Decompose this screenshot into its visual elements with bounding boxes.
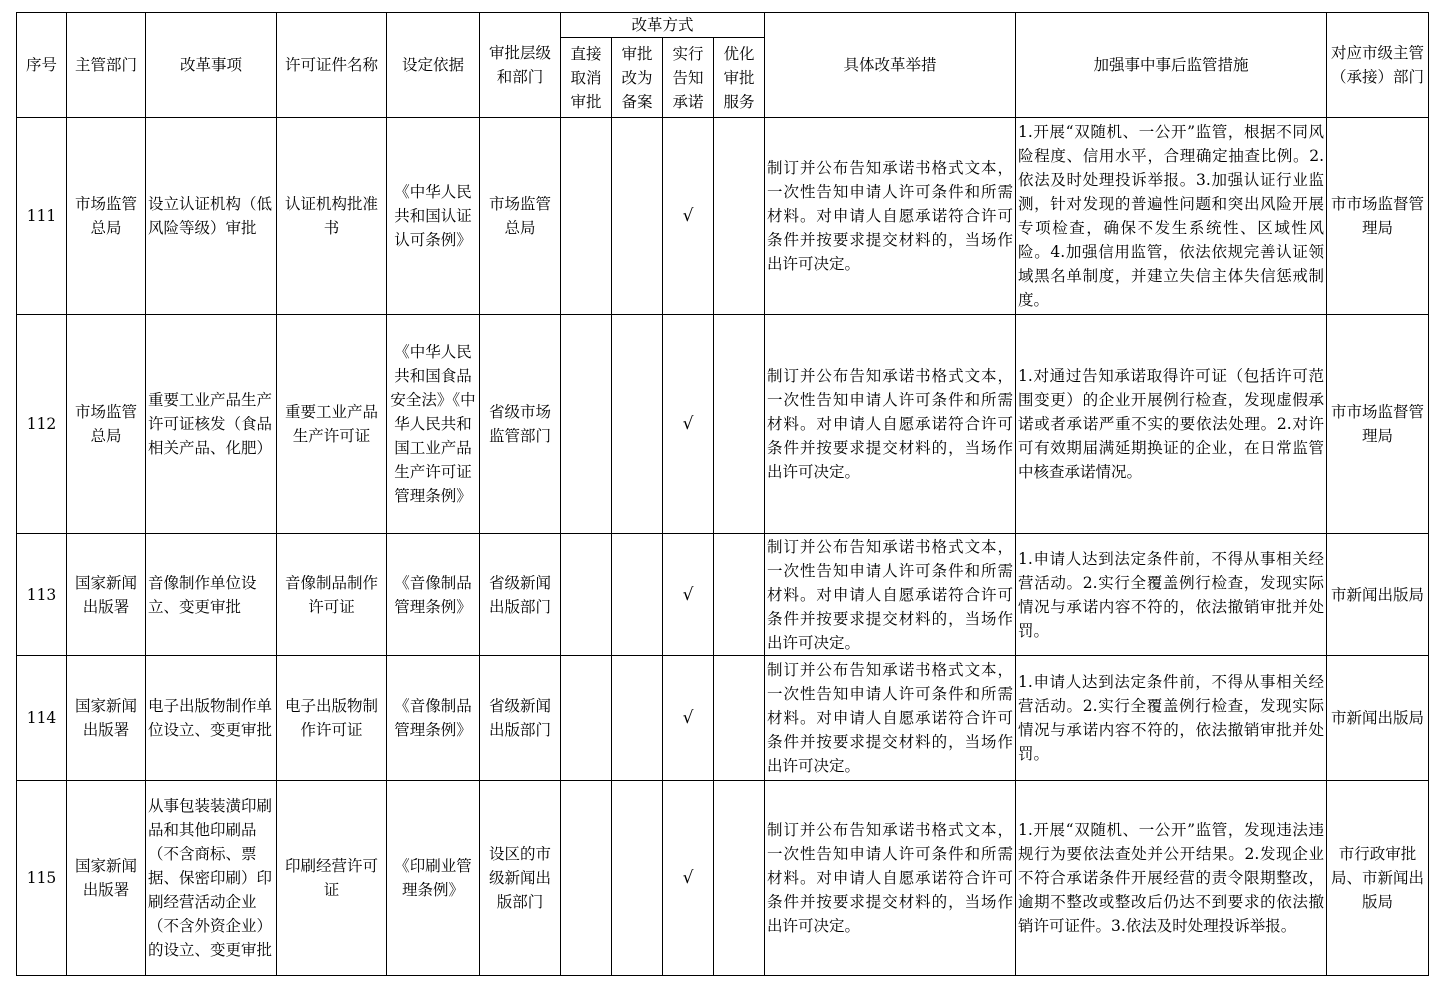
- header-mode-cancel: 直接取消审批: [561, 38, 612, 118]
- cell-supervision: 1.对通过告知承诺取得许可证（包括许可范围变更）的企业开展例行检查，发现虚假承诺或者承诺严重不实的要依法处理。2.对许可有效期届满延期换证的企业，在日常监管中核查承诺情况。: [1016, 315, 1327, 534]
- cell-dept: 国家新闻出版署: [67, 781, 146, 976]
- cell-seq: 112: [17, 315, 67, 534]
- header-city-dept: 对应市级主管（承接）部门: [1327, 13, 1429, 118]
- cell-license: 重要工业产品生产许可证: [277, 315, 387, 534]
- cell-seq: 115: [17, 781, 67, 976]
- cell-mode-cancel: [561, 118, 612, 315]
- cell-measures: 制订并公布告知承诺书格式文本，一次性告知申请人许可条件和所需材料。对申请人自愿承诺符合许可条件并按要求提交材料的，当场作出许可决定。: [765, 315, 1016, 534]
- cell-supervision: 1.申请人达到法定条件前，不得从事相关经营活动。2.实行全覆盖例行检查，发现实际情况与承诺内容不符的，依法撤销审批并处罚。: [1016, 534, 1327, 656]
- header-mode-promise: 实行告知承诺: [663, 38, 714, 118]
- cell-dept: 国家新闻出版署: [67, 656, 146, 781]
- cell-measures: 制订并公布告知承诺书格式文本，一次性告知申请人许可条件和所需材料。对申请人自愿承诺符合许可条件并按要求提交材料的，当场作出许可决定。: [765, 534, 1016, 656]
- cell-seq: 114: [17, 656, 67, 781]
- cell-mode-cancel: [561, 781, 612, 976]
- cell-mode-filing: [612, 534, 663, 656]
- cell-mode-optimize: [714, 781, 765, 976]
- cell-item: 音像制作单位设立、变更审批: [146, 534, 277, 656]
- cell-basis: 《中华人民共和国认证认可条例》: [387, 118, 480, 315]
- cell-mode-filing: [612, 315, 663, 534]
- cell-city-dept: 市市场监督管理局: [1327, 118, 1429, 315]
- cell-seq: 113: [17, 534, 67, 656]
- cell-item: 从事包装装潢印刷品和其他印刷品（不含商标、票据、保密印刷）印刷经营活动企业（不含外资企业）的设立、变更审批: [146, 781, 277, 976]
- cell-item: 电子出版物制作单位设立、变更审批: [146, 656, 277, 781]
- cell-mode-optimize: [714, 315, 765, 534]
- cell-mode-filing: [612, 656, 663, 781]
- cell-item: 重要工业产品生产许可证核发（食品相关产品、化肥）: [146, 315, 277, 534]
- cell-basis: 《音像制品管理条例》: [387, 534, 480, 656]
- header-row: [17, 13, 1429, 38]
- header-license: 许可证件名称: [277, 13, 387, 118]
- cell-measures: 制订并公布告知承诺书格式文本，一次性告知申请人许可条件和所需材料。对申请人自愿承诺符合许可条件并按要求提交材料的，当场作出许可决定。: [765, 118, 1016, 315]
- cell-mode-cancel: [561, 656, 612, 781]
- cell-mode-filing: [612, 118, 663, 315]
- cell-supervision: 1.开展“双随机、一公开”监管，发现违法违规行为要依法查处并公开结果。2.发现企业不符合承诺条件开展经营的责令限期整改，逾期不整改或整改后仍达不到要求的依法撤销许可证件。3.依法及时处理投诉举报。: [1016, 781, 1327, 976]
- cell-mode-promise: √: [663, 781, 714, 976]
- cell-mode-cancel: [561, 315, 612, 534]
- cell-dept: 国家新闻出版署: [67, 534, 146, 656]
- cell-level: 省级新闻出版部门: [480, 656, 561, 781]
- cell-dept: 市场监管总局: [67, 315, 146, 534]
- cell-city-dept: 市新闻出版局: [1327, 656, 1429, 781]
- cell-level: 设区的市级新闻出版部门: [480, 781, 561, 976]
- header-seq: 序号: [17, 13, 67, 118]
- cell-supervision: 1.申请人达到法定条件前，不得从事相关经营活动。2.实行全覆盖例行检查，发现实际情况与承诺内容不符的，依法撤销审批并处罚。: [1016, 656, 1327, 781]
- cell-level: 省级市场监管部门: [480, 315, 561, 534]
- cell-measures: 制订并公布告知承诺书格式文本，一次性告知申请人许可条件和所需材料。对申请人自愿承诺符合许可条件并按要求提交材料的，当场作出许可决定。: [765, 656, 1016, 781]
- cell-city-dept: 市市场监督管理局: [1327, 315, 1429, 534]
- cell-level: 市场监管总局: [480, 118, 561, 315]
- cell-mode-optimize: [714, 534, 765, 656]
- header-mode-optimize: 优化审批服务: [714, 38, 765, 118]
- cell-mode-promise: √: [663, 315, 714, 534]
- reform-table: [16, 12, 1429, 976]
- table-row: [17, 656, 1429, 781]
- cell-license: 印刷经营许可证: [277, 781, 387, 976]
- cell-mode-filing: [612, 781, 663, 976]
- cell-mode-promise: √: [663, 534, 714, 656]
- header-mode-group: 改革方式: [561, 13, 765, 38]
- header-supervision: 加强事中事后监管措施: [1016, 13, 1327, 118]
- cell-license: 认证机构批准书: [277, 118, 387, 315]
- cell-measures: 制订并公布告知承诺书格式文本，一次性告知申请人许可条件和所需材料。对申请人自愿承诺符合许可条件并按要求提交材料的，当场作出许可决定。: [765, 781, 1016, 976]
- cell-level: 省级新闻出版部门: [480, 534, 561, 656]
- table-row: [17, 315, 1429, 534]
- table-row: [17, 118, 1429, 315]
- table-row: [17, 781, 1429, 976]
- cell-license: 电子出版物制作许可证: [277, 656, 387, 781]
- cell-seq: 111: [17, 118, 67, 315]
- cell-mode-promise: √: [663, 656, 714, 781]
- cell-item: 设立认证机构（低风险等级）审批: [146, 118, 277, 315]
- cell-license: 音像制品制作许可证: [277, 534, 387, 656]
- table-row: [17, 534, 1429, 656]
- header-measures: 具体改革举措: [765, 13, 1016, 118]
- cell-basis: 《印刷业管理条例》: [387, 781, 480, 976]
- header-mode-filing: 审批改为备案: [612, 38, 663, 118]
- cell-mode-promise: √: [663, 118, 714, 315]
- cell-mode-optimize: [714, 118, 765, 315]
- cell-basis: 《中华人民共和国食品安全法》《中华人民共和国工业产品生产许可证管理条例》: [387, 315, 480, 534]
- cell-basis: 《音像制品管理条例》: [387, 656, 480, 781]
- cell-mode-optimize: [714, 656, 765, 781]
- cell-dept: 市场监管总局: [67, 118, 146, 315]
- header-dept: 主管部门: [67, 13, 146, 118]
- cell-city-dept: 市新闻出版局: [1327, 534, 1429, 656]
- header-basis: 设定依据: [387, 13, 480, 118]
- header-level: 审批层级和部门: [480, 13, 561, 118]
- cell-supervision: 1.开展“双随机、一公开”监管，根据不同风险程度、信用水平，合理确定抽查比例。2.依法及时处理投诉举报。3.加强认证行业监测，针对发现的普遍性问题和突出风险开展专项检查，确保不发生系统性、区域性风险。4.加强信用监管，依法依规完善认证领域黑名单制度，并建立失信主体失信惩戒制度。: [1016, 118, 1327, 315]
- header-item: 改革事项: [146, 13, 277, 118]
- cell-city-dept: 市行政审批局、市新闻出版局: [1327, 781, 1429, 976]
- cell-mode-cancel: [561, 534, 612, 656]
